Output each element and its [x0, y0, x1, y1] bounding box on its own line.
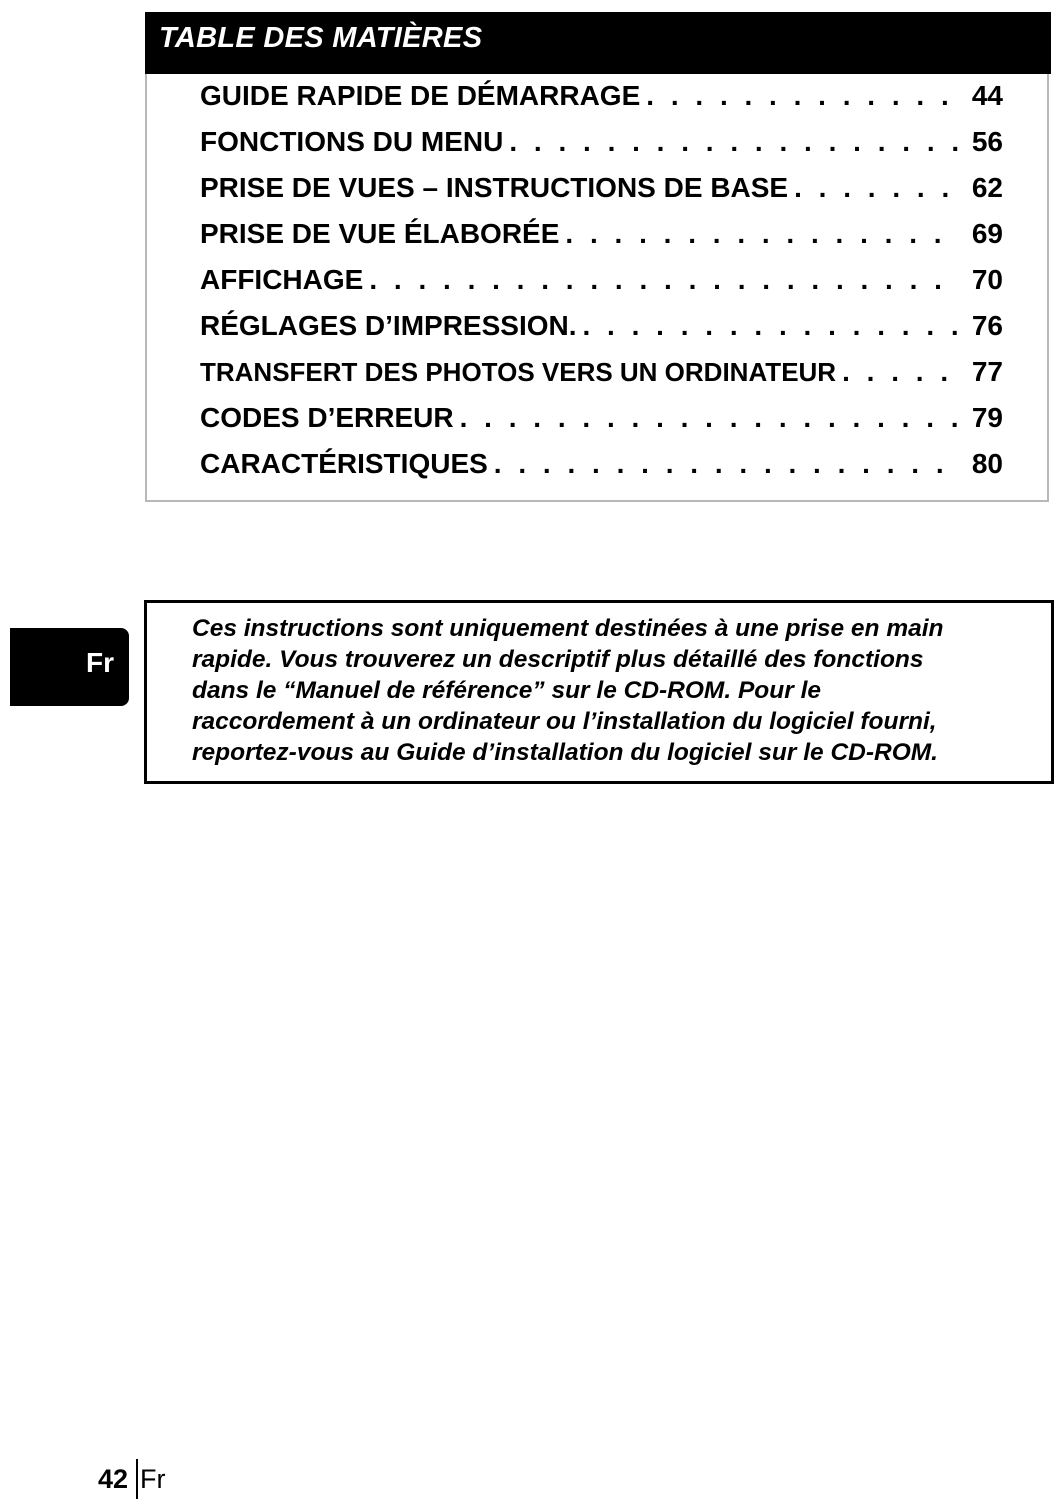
page-number: 42 [98, 1463, 129, 1494]
page-footer [98, 1458, 166, 1500]
toc-entry [200, 218, 1003, 264]
toc-entry-title: TRANSFERT DES PHOTOS VERS UN ORDINATEUR [200, 357, 837, 387]
toc-leader-dots [646, 80, 959, 112]
footer-language: Fr [140, 1463, 166, 1494]
toc-leader-dots [565, 218, 959, 250]
toc-list [200, 80, 1003, 494]
toc-entry-title: AFFICHAGE [200, 264, 364, 295]
toc-leader-dots [509, 126, 959, 158]
toc-title: TABLE DES MATIÈRES [145, 12, 1051, 74]
toc-entry-page: 70 [971, 264, 1003, 295]
language-tab: Fr [10, 628, 129, 706]
toc-entry-title: RÉGLAGES D’IMPRESSION. [200, 310, 577, 341]
toc-entry-page: 80 [971, 448, 1003, 479]
toc-entry-title: CARACTÉRISTIQUES [200, 448, 488, 479]
toc-entry [200, 80, 1003, 126]
toc-entry-page: 62 [971, 172, 1003, 203]
toc-entry-page: 44 [971, 80, 1003, 111]
toc-entry-title: PRISE DE VUES – INSTRUCTIONS DE BASE [200, 172, 789, 203]
footer-divider [136, 1459, 138, 1499]
toc-entry [200, 402, 1003, 448]
toc-leader-dots [842, 356, 959, 388]
toc-entry-page: 69 [971, 218, 1003, 249]
toc-entry-title: GUIDE RAPIDE DE DÉMARRAGE [200, 80, 641, 111]
toc-entry-page: 76 [971, 310, 1003, 341]
note-text: Ces instructions sont uniquement destinées à une prise en main rapide. Vous trouverez un descriptif plus détaillé des fonctions dans le “Manuel de référence” sur le CD-ROM. Pour le raccordement à un ordinateur ou l’installation du logiciel fourni, reportez-vous au Guide d’installation du logiciel sur le CD-ROM. [192, 615, 944, 766]
toc-entry-page: 56 [971, 126, 1003, 157]
toc-leader-dots [460, 402, 959, 434]
toc-entry [200, 448, 1003, 494]
toc-entry [200, 126, 1003, 172]
toc-entry [200, 310, 1003, 356]
table-of-contents [145, 12, 1049, 502]
toc-entry-page: 77 [971, 356, 1003, 387]
toc-entry-title: FONCTIONS DU MENU [200, 126, 504, 157]
toc-leader-dots [583, 310, 960, 342]
toc-leader-dots [794, 172, 959, 204]
toc-leader-dots [369, 264, 959, 296]
toc-entry-title: CODES D’ERREUR [200, 402, 454, 433]
toc-entry [200, 356, 1003, 402]
note-box [144, 600, 1054, 784]
toc-entry-page: 79 [971, 402, 1003, 433]
toc-entry-title: PRISE DE VUE ÉLABORÉE [200, 218, 560, 249]
toc-entry [200, 264, 1003, 310]
toc-leader-dots [494, 448, 959, 480]
toc-entry [200, 172, 1003, 218]
